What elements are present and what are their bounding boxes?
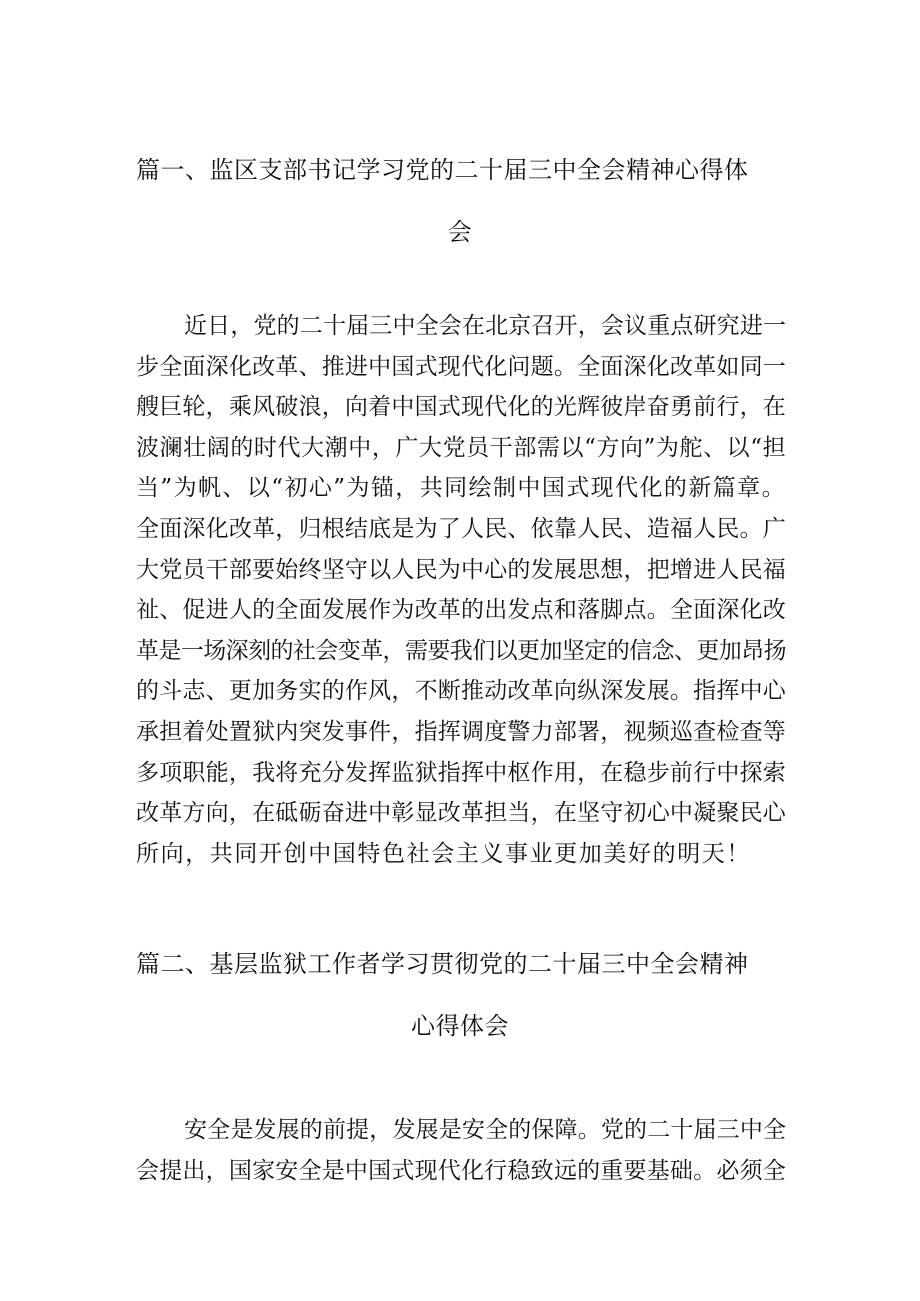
article1-title [136, 139, 784, 263]
paragraph-line: 祉、促进人的全面发展作为改革的出发点和落脚点。全面深化改 [136, 597, 786, 624]
paragraph-line: 改革方向，在砥砺奋进中彰显改革担当，在坚守初心中凝聚民心 [136, 800, 786, 827]
paragraph-line: 艘巨轮，乘风破浪，向着中国式现代化的光辉彼岸奋勇前行，在 [136, 394, 786, 421]
article2-title [136, 933, 784, 1057]
paragraph-line: 革是一场深刻的社会变革，需要我们以更加坚定的信念、更加昂扬 [136, 637, 786, 664]
article2-title-line1: 篇二、基层监狱工作者学习贯彻党的二十届三中全会精神 [136, 950, 749, 978]
paragraph-line: 大党员干部要始终坚守以人民为中心的发展思想，把增进人民福 [136, 556, 786, 583]
paragraph-line: 承担着处置狱内突发事件，指挥调度警力部署，视频巡查检查等 [136, 718, 786, 745]
paragraph-line: 会提出，国家安全是中国式现代化行稳致远的重要基础。必须全 [136, 1157, 786, 1184]
paragraph-line: 所向，共同开创中国特色社会主义事业更加美好的明天！ [136, 840, 751, 867]
paragraph-line: 多项职能，我将充分发挥监狱指挥中枢作用，在稳步前行中探索 [136, 759, 786, 786]
article2-body [136, 1110, 786, 1191]
article1-title-line1: 篇一、监区支部书记学习党的二十届三中全会精神心得体 [136, 156, 749, 184]
paragraph-line: 近日，党的二十届三中全会在北京召开，会议重点研究进一 [184, 313, 786, 339]
article1-title-line2: 会 [447, 218, 473, 246]
article1-body [136, 306, 786, 874]
paragraph-line: 的斗志、更加务实的作风，不断推动改革向纵深发展。指挥中心 [136, 678, 786, 705]
paragraph-line: 全面深化改革，归根结底是为了人民、依靠人民、造福人民。广 [136, 515, 786, 542]
paragraph-line: 步全面深化改革、推进中国式现代化问题。全面深化改革如同一 [136, 353, 786, 380]
paragraph-line: 安全是发展的前提，发展是安全的保障。党的二十届三中全 [184, 1117, 786, 1143]
paragraph-line: 波澜壮阔的时代大潮中，广大党员干部需以“方向”为舵、以“担 [136, 434, 786, 461]
paragraph-line: 当”为帆、以“初心”为锚，共同绘制中国式现代化的新篇章。 [136, 475, 786, 502]
article2-title-line2: 心得体会 [411, 1012, 509, 1040]
